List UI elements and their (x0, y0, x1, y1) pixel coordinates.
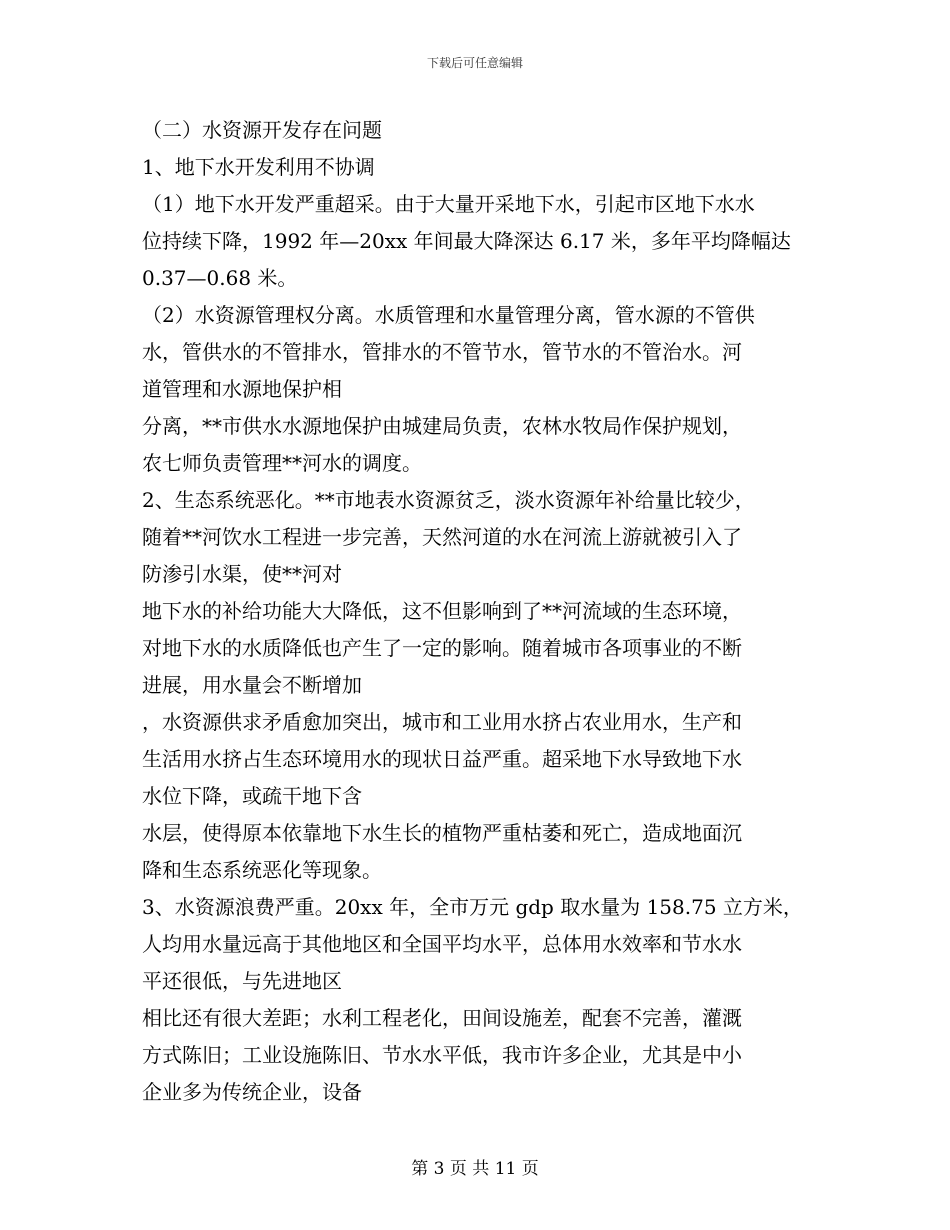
text-line: 道管理和水源地保护相 (142, 377, 342, 401)
page-number: 第 3 页 共 11 页 (411, 1159, 539, 1179)
text-line: 2、生态系统恶化。**市地表水资源贫乏，淡水资源年补给量比较少， (142, 488, 755, 512)
text-line: 平还很低，与先进地区 (142, 969, 342, 993)
text-line: 防渗引水渠，使**河对 (142, 562, 342, 586)
text-line: 农七师负责管理**河水的调度。 (142, 451, 422, 475)
text-line: 3、水资源浪费严重。20xx 年，全市万元 gdp 取水量为 158.75 立方米， (142, 895, 803, 919)
text-line: 水，管供水的不管排水，管排水的不管节水，管节水的不管治水。河 (142, 340, 742, 364)
text-line: 地下水的补给功能大大降低，这不但影响到了**河流域的生态环境， (142, 599, 742, 623)
text-line: 水位下降，或疏干地下含 (142, 784, 362, 808)
text-line: （二）水资源开发存在问题 (142, 118, 382, 142)
text-line: 进展，用水量会不断增加 (142, 673, 362, 697)
text-line: 随着**河饮水工程进一步完善，天然河道的水在河流上游就被引入了 (142, 525, 742, 549)
text-line: 方式陈旧；工业设施陈旧、节水水平低，我市许多企业，尤其是中小 (142, 1043, 742, 1067)
text-line: 水层，使得原本依靠地下水生长的植物严重枯萎和死亡，造成地面沉 (142, 821, 742, 845)
text-line: 0.37—0.68 米。 (142, 266, 298, 290)
text-line: （1）地下水开发严重超采。由于大量开采地下水，引起市区地下水水 (142, 192, 755, 216)
text-line: （2）水资源管理权分离。水质管理和水量管理分离，管水源的不管供 (142, 303, 755, 327)
text-line: 对地下水的水质降低也产生了一定的影响。随着城市各项事业的不断 (142, 636, 742, 660)
text-line: 1、地下水开发利用不协调 (142, 155, 375, 179)
text-line: 位持续下降，1992 年—20xx 年间最大降深达 6.17 米，多年平均降幅达 (142, 229, 791, 253)
text-line: 人均用水量远高于其他地区和全国平均水平，总体用水效率和节水水 (142, 932, 742, 956)
text-line: 生活用水挤占生态环境用水的现状日益严重。超采地下水导致地下水 (142, 747, 742, 771)
header-note: 下载后可任意编辑 (426, 56, 523, 70)
text-line: 企业多为传统企业，设备 (142, 1080, 362, 1104)
text-line: 降和生态系统恶化等现象。 (142, 858, 382, 882)
text-line: 相比还有很大差距；水利工程老化，田间设施差，配套不完善，灌溉 (142, 1006, 742, 1030)
document-body (142, 112, 822, 1111)
text-line: 分离，**市供水水源地保护由城建局负责，农林水牧局作保护规划， (142, 414, 742, 438)
text-line: ，水资源供求矛盾愈加突出，城市和工业用水挤占农业用水，生产和 (142, 710, 742, 734)
